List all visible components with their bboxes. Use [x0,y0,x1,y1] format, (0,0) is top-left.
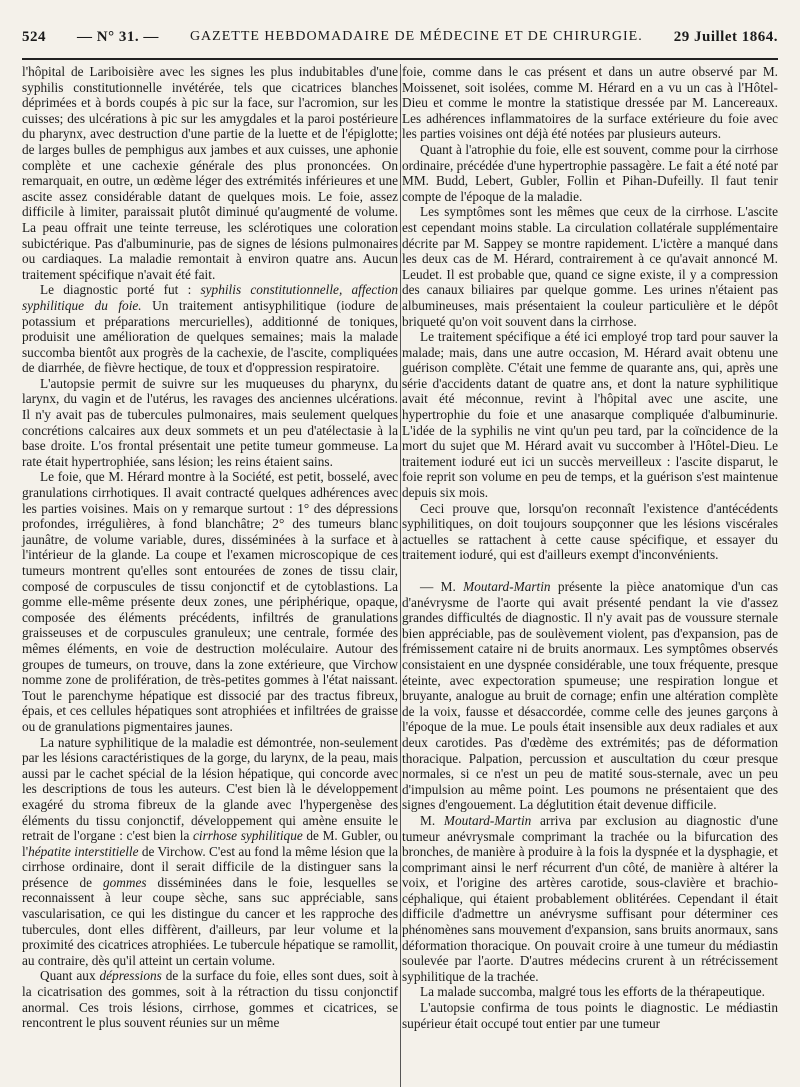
paragraph: Quant à l'atrophie du foie, elle est souvent, comme pour la cirrhose ordinaire, précédée d'une hypertrophie passagère. Le fait a été noté par MM. Budd, Lebert, Gubler, Follin et Pihan-Dufeilly. Il faut tenir compte de l'époque de la maladie. [402,141,778,204]
column-divider [400,64,401,1087]
issue-number: — N° 31. — [77,28,159,45]
paragraph: — M. Moutard-Martin présente la pièce anatomique d'un cas d'anévrysme de l'aorte qui avait présenté pendant la vie d'assez grandes difficultés de diagnostic. Il n'y avait pas de voussure sternale bien appréciable, pas de soulèvement violent, pas d'expansion, pas de frémissement cataire ni de bruits anormaux. Les symptômes observés consistaient en une dyspnée considérable, une toux fréquente, presque éteinte, avec expectoration spumeuse; une respiration longue et bruyante, analogue au bruit de cornage; enfin une altération complète de la voix, fausse et désaccordée, comme celle des jeunes garçons à l'époque de la mue. Le pouls était insensible aux deux radiales et aux deux carotides. Pas d'œdème des extrémités; pas de déformation thoracique. Palpation, percussion et auscultation du cœur presque normales, si ce n'est un peu de matité sous-sternale, avec un peu d'impulsion au même point. Les poumons ne présentaient que des signes d'engouement. La déglutition était devenue difficile. [402,579,778,813]
paragraph: La nature syphilitique de la maladie est démontrée, non-seulement par les lésions caractéristiques de la gorge, du larynx, de la peau, mais aussi par le cachet spécial de la lésion hépatique, qui concorde avec les descriptions de tous les auteurs. C'est bien là le développement exagéré du stroma fibreux de la glande avec l'hypergenèse des éléments du tissu conjonctif, développement qui amène ensuite le retrait de l'organe : c'est bien la cirrhose syphilitique de M. Gubler, ou l'hépatite interstitielle de Virchow. C'est au fond la même lésion que la cirrhose ordinaire, dont il serait difficile de la distinguer sans la présence de gommes disséminées dans le foie, lesquelles se reconnaissent à leur coupe sèche, sans suc appréciable, sans vascularisation, ce qui les distingue du cancer et les rapproche des tubercules, dont elles diffèrent, d'ailleurs, par leur volume et la proximité des cicatrices atrophiées. Le tubercule hépatique se ramollit, au contraire, dès qu'il atteint un certain volume. [22,734,399,968]
header-rule [22,58,778,60]
paragraph: Le traitement spécifique a été ici employé trop tard pour sauver la malade; mais, dans une autre occasion, M. Hérard avait obtenu une guérison complète. C'était une femme de quarante ans, qui, après une série d'accidents datant de quatre ans, et dont la nature syphilitique avait été méconnue, revint à l'hôpital avec une ascite, une hypertrophie du foie et une anasarque compliquée d'albuminurie. L'idée de la syphilis ne vint qu'un peu tard, par la coïncidence de la mort du sujet que M. Hérard avait vu succomber à l'Hôtel-Dieu. Le traitement ioduré eut ici un succès merveilleux : l'ascite disparut, le foie reprit son volume en peu de temps, et la guérison s'est maintenue depuis six mois. [402,329,778,501]
paragraph: foie, comme dans le cas présent et dans un autre observé par M. Moissenet, soit isolées, comme M. Hérard en a vu un cas à l'Hôtel-Dieu et comme le montre la statistique dressée par M. Lancereaux. Les adhérences inflammatoires de la surface extérieure du foie avec les parties voisines ont déjà été notées par plusieurs auteurs. [402,64,778,142]
page-number: 524 [22,28,46,45]
left-column [22,64,398,1087]
paragraph: Ceci prouve que, lorsqu'on reconnaît l'existence d'antécédents syphilitiques, on doit toujours soupçonner que les lésions viscérales actuelles se rattachent à cette cause spécifique, et essayer du traitement ioduré, qui est d'ailleurs exempt d'inconvénients. [402,500,778,563]
paragraph: Les symptômes sont les mêmes que ceux de la cirrhose. L'ascite est cependant moins stable. La circulation collatérale supplémentaire décrite par M. Sappey se montre rapidement. L'ictère a manqué dans les deux cas de M. Hérard, contrairement à ce qu'avait annoncé M. Leudet. Il est probable que, quand ce signe existe, il y a compression des canaux biliaires par quelque gomme. Les urines n'étaient pas albumineuses, mais présentaient la couleur particulière et le dépôt briqueté qu'on voit souvent dans la cirrhose. [402,204,778,329]
paragraph: l'hôpital de Lariboisière avec les signes les plus indubitables d'une syphilis constitutionnelle invétérée, tels que cicatrices blanches déprimées et à bords coupés à pic sur la face, sur l'acromion, sur les cuisses; des ulcérations à pic sur les amygdales et la paroi postérieure du pharynx, avec destruction d'une partie de la luette et de l'épiglotte; de larges bulles de pemphigus aux jambes et aux cuisses, une aphonie complète et une cachexie générale des plus prononcées. On remarquait, en outre, un œdème léger des extrémités inférieures et une ascite assez considérable datant de quelques mois. Le foie, assez difficile à limiter, paraissait plutôt diminué qu'augmenté de volume. La peau offrait une teinte terreuse, les sclérotiques une coloration subictérique. Pas d'albuminurie, pas de signes de lésions pulmonaires ou cardiaques. La maladie remontait à environ quatre ans. Aucun traitement spécifique n'avait été fait. [22,64,398,282]
paragraph: L'autopsie confirma de tous points le diagnostic. Le médiastin supérieur était occupé tout entier par une tumeur [402,1000,778,1031]
paragraph: M. Moutard-Martin arriva par exclusion au diagnostic d'une tumeur anévrysmale comprimant la trachée ou la bifurcation des bronches, de manière à produire à la fois la dyspnée et la dysphagie, et comprimant ainsi le nerf récurrent d'un côté, de manière à altérer la voix, et l'origine des artères carotide, sous-clavière et brachio-céphalique, qui étaient probablement oblitérées. Cependant il était difficile d'admettre un anévrysme suffisant pour déterminer ces phénomènes sans mouvement d'expansion, sans bruits anormaux, sans déformation thoracique. On pouvait croire à une tumeur du médiastin soulevée par l'aorte. D'autres médecins crurent à un rétrécissement syphilitique de la trachée. [402,812,778,984]
paragraph: La malade succomba, malgré tous les efforts de la thérapeutique. [420,984,765,1000]
paragraph: Le diagnostic porté fut : syphilis constitutionnelle, affection syphilitique du foie. Un traitement antisyphilitique (iodure de potassium et préparations mercurielles), additionné de toniques, produisit une amélioration de quelques semaines; mais la malade succomba bientôt aux progrès de la cachexie, de l'ascite, compliquées de diarrhée, de fièvre hectique, de toux et d'oppression respiratoire. [22,282,398,376]
paragraph: Quant aux dépressions de la surface du foie, elles sont dues, soit à la cicatrisation des gommes, soit à la rétraction du tissu conjonctif anormal. Ces trois lésions, cirrhose, gommes et cicatrices, se rencontrent le plus souvent réunies sur un même [22,968,398,1031]
right-column [402,64,778,1087]
issue-date: 29 Juillet 1864. [673,28,778,45]
paragraph: Le foie, que M. Hérard montre à la Société, est petit, bosselé, avec granulations cirrhotiques. Il avait contracté quelques adhérences avec les parties voisines. Mais on y remarque surtout : 1° des dépressions profondes, irrégulières, à fond blanchâtre; 2° des tumeurs blanc jaunâtre, de volume variable, dures, disséminées à la surface et à l'intérieur de la glande. La coupe et l'examen microscopique de ces tumeurs montrent qu'elles sont entourées de zones de tissu clair, composé de corpuscules de tissu conjonctif et de cytoblastions. La gomme elle-même présente deux zones, une périphérique, opaque, composée des éléments précédents, infiltrés de granulations graisseuses et de corpuscules granuleux; une centrale, formée des mêmes éléments, en voie de destruction moléculaire. Autour des groupes de tumeurs, on trouve, dans la zone extérieure, que Virchow nomme zone de prolifération, de très-petites gommes à l'état naissant. Tout le parenchyme hépatique est dissocié par des tractus fibreux, épais, et ces cellules hépatiques sont atrophiées et infiltrées de graisse ou de granulations pigmentaires jaunes. [22,469,398,734]
journal-title: GAZETTE HEBDOMADAIRE DE MÉDECINE ET DE CHIRURGIE. [189,29,643,44]
page-header [22,22,778,52]
text-columns [22,64,778,1087]
paragraph: L'autopsie permit de suivre sur les muqueuses du pharynx, du larynx, du vagin et de l'utérus, les ravages des anciennes ulcérations. Il n'y avait pas de tubercules pulmonaires, mais seulement quelques concrétions calcaires aux deux sommets et un peu d'atélectasie à la base droite. L'os frontal présentait une petite tumeur gommeuse. La rate était hypertrophiée, sans lésion; les reins étaient sains. [22,375,398,469]
